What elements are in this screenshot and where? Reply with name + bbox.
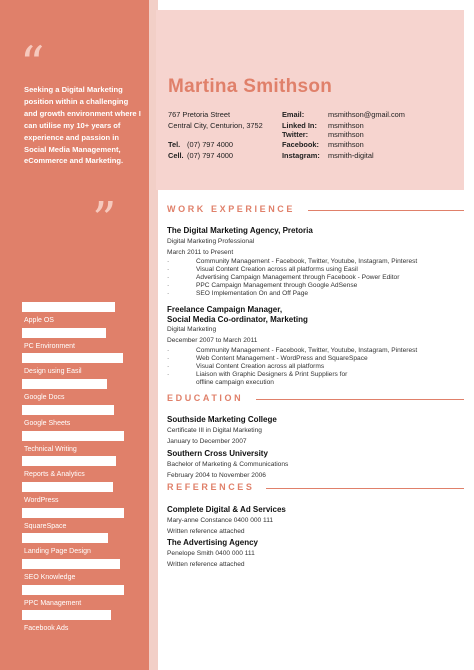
skill-label: PPC Management: [24, 599, 82, 607]
references-heading: REFERENCES: [167, 482, 255, 492]
skill-level-bar: [22, 379, 107, 389]
skill-level-bar: [22, 328, 106, 338]
education-heading: EDUCATION: [167, 393, 244, 403]
skill-level-bar: [22, 533, 108, 543]
linkedin-label: Linked In:: [282, 121, 317, 130]
skill-label: PC Environment: [24, 342, 75, 350]
tel-value: (07) 797 4000: [187, 140, 234, 149]
skill-level-bar: [22, 585, 124, 595]
skill-level-bar: [22, 431, 124, 441]
skill-label: SEO Knowledge: [24, 574, 76, 581]
list-item: · Liaison with Graphic Designers & Print Suppliers for: [167, 371, 348, 379]
cell-label: Cell.: [168, 151, 184, 160]
facebook-value: msmithson: [328, 140, 364, 149]
email-label: Email:: [282, 110, 305, 119]
list-item: offline campaign execution: [196, 379, 274, 387]
list-item: · Community Management - Facebook, Twitter, Youtube, Instagram, Pinterest: [167, 347, 418, 354]
instagram-value: msmith-digital: [328, 151, 374, 160]
list-item: · Visual Content Creation across all platforms using Easil: [167, 266, 358, 274]
list-item: · PPC Campaign Management through Google AdSense: [167, 282, 358, 290]
education-1-dates: January to December 2007: [167, 438, 247, 445]
job-2-company-line-1: Freelance Campaign Manager,: [167, 305, 283, 314]
tel-label: Tel.: [168, 140, 181, 149]
skill-label: Apple OS: [24, 317, 54, 324]
skill-label: Landing Page Design: [24, 548, 91, 556]
job-1-company: The Digital Marketing Agency, Pretoria: [167, 226, 313, 235]
education-2-course: Bachelor of Marketing & Communications: [167, 461, 289, 468]
job-2-dates: December 2007 to March 2011: [167, 337, 258, 344]
skill-level-bar: [22, 559, 120, 569]
list-item: · Community Management - Facebook, Twitter, Youtube, Instagram, Pinterest: [167, 258, 418, 265]
job-2-role: Digital Marketing: [167, 326, 217, 333]
reference-2-note: Written reference attached: [167, 561, 245, 568]
list-item: · SEO Implementation On and Off Page: [167, 290, 309, 298]
job-1-role: Digital Marketing Professional: [167, 238, 255, 245]
reference-1-note: Written reference attached: [167, 528, 245, 535]
reference-1-contact: Mary-anne Constance 0400 000 111: [167, 517, 274, 524]
linkedin-value: msmithson: [328, 121, 364, 130]
skill-level-bar: [22, 353, 123, 363]
address-line-1: 767 Pretoria Street: [168, 110, 231, 119]
reference-2-name: The Advertising Agency: [167, 538, 258, 547]
list-item: · Web Content Management - WordPress and SquareSpace: [167, 355, 368, 363]
email-value: msmithson@gmail.com: [328, 110, 405, 119]
skill-level-bar: [22, 302, 115, 312]
skill-level-bar: [22, 456, 116, 466]
job-2-duties: [167, 347, 417, 387]
open-quote-icon: “: [20, 36, 45, 92]
cell-value: (07) 797 4000: [187, 151, 234, 160]
instagram-label: Instagram:: [282, 151, 320, 160]
list-item: · Visual Content Creation across all platforms: [167, 363, 325, 371]
skill-level-bar: [22, 405, 114, 415]
education-1-school: Southside Marketing College: [167, 415, 277, 424]
skill-level-bar: [22, 508, 124, 518]
skill-label: SquareSpace: [24, 522, 67, 530]
education-2-school: Southern Cross University: [167, 449, 268, 458]
job-2-company-line-2: Social Media Co-ordinator, Marketing: [167, 315, 308, 324]
education-divider: [256, 399, 464, 400]
candidate-name: Martina Smithson: [168, 76, 333, 97]
skill-label: Google Sheets: [24, 419, 71, 427]
education-2-dates: February 2004 to November 2006: [167, 472, 266, 479]
skill-level-bar: [22, 610, 111, 620]
skill-label: WordPress: [24, 496, 59, 504]
job-1-dates: March 2011 to Present: [167, 249, 234, 256]
close-quote-icon: ”: [92, 192, 117, 248]
work-experience-heading: WORK EXPERIENCE: [167, 204, 296, 214]
job-1-duties: [167, 258, 417, 298]
skill-label: Technical Writing: [24, 445, 77, 453]
address-line-2: Central City, Centurion, 3752: [168, 121, 263, 130]
career-summary: Seeking a Digital Marketing position within a challenging and growth environment where I can utilise my 10+ years of experience and passion in Social Media Management, eCommerce and Marketing.: [24, 85, 141, 166]
skill-label: Facebook Ads: [24, 625, 69, 633]
facebook-label: Facebook:: [282, 140, 319, 149]
education-1-course: Certificate III in Digital Marketing: [167, 427, 262, 434]
skill-label: Design using Easil: [24, 368, 82, 376]
twitter-value: msmithson: [328, 130, 364, 139]
header-box: [156, 10, 464, 190]
skill-label: Reports & Analytics: [24, 471, 85, 479]
reference-1-name: Complete Digital & Ad Services: [167, 505, 286, 514]
references-divider: [266, 488, 464, 489]
skill-level-bar: [22, 482, 113, 492]
work-divider: [308, 210, 464, 211]
skill-label: Google Docs: [24, 394, 65, 402]
twitter-label: Twitter:: [282, 130, 309, 139]
list-item: · Advertising Campaign Management through Facebook - Power Editor: [167, 274, 400, 282]
reference-2-contact: Penelope Smith 0400 000 111: [167, 550, 255, 557]
